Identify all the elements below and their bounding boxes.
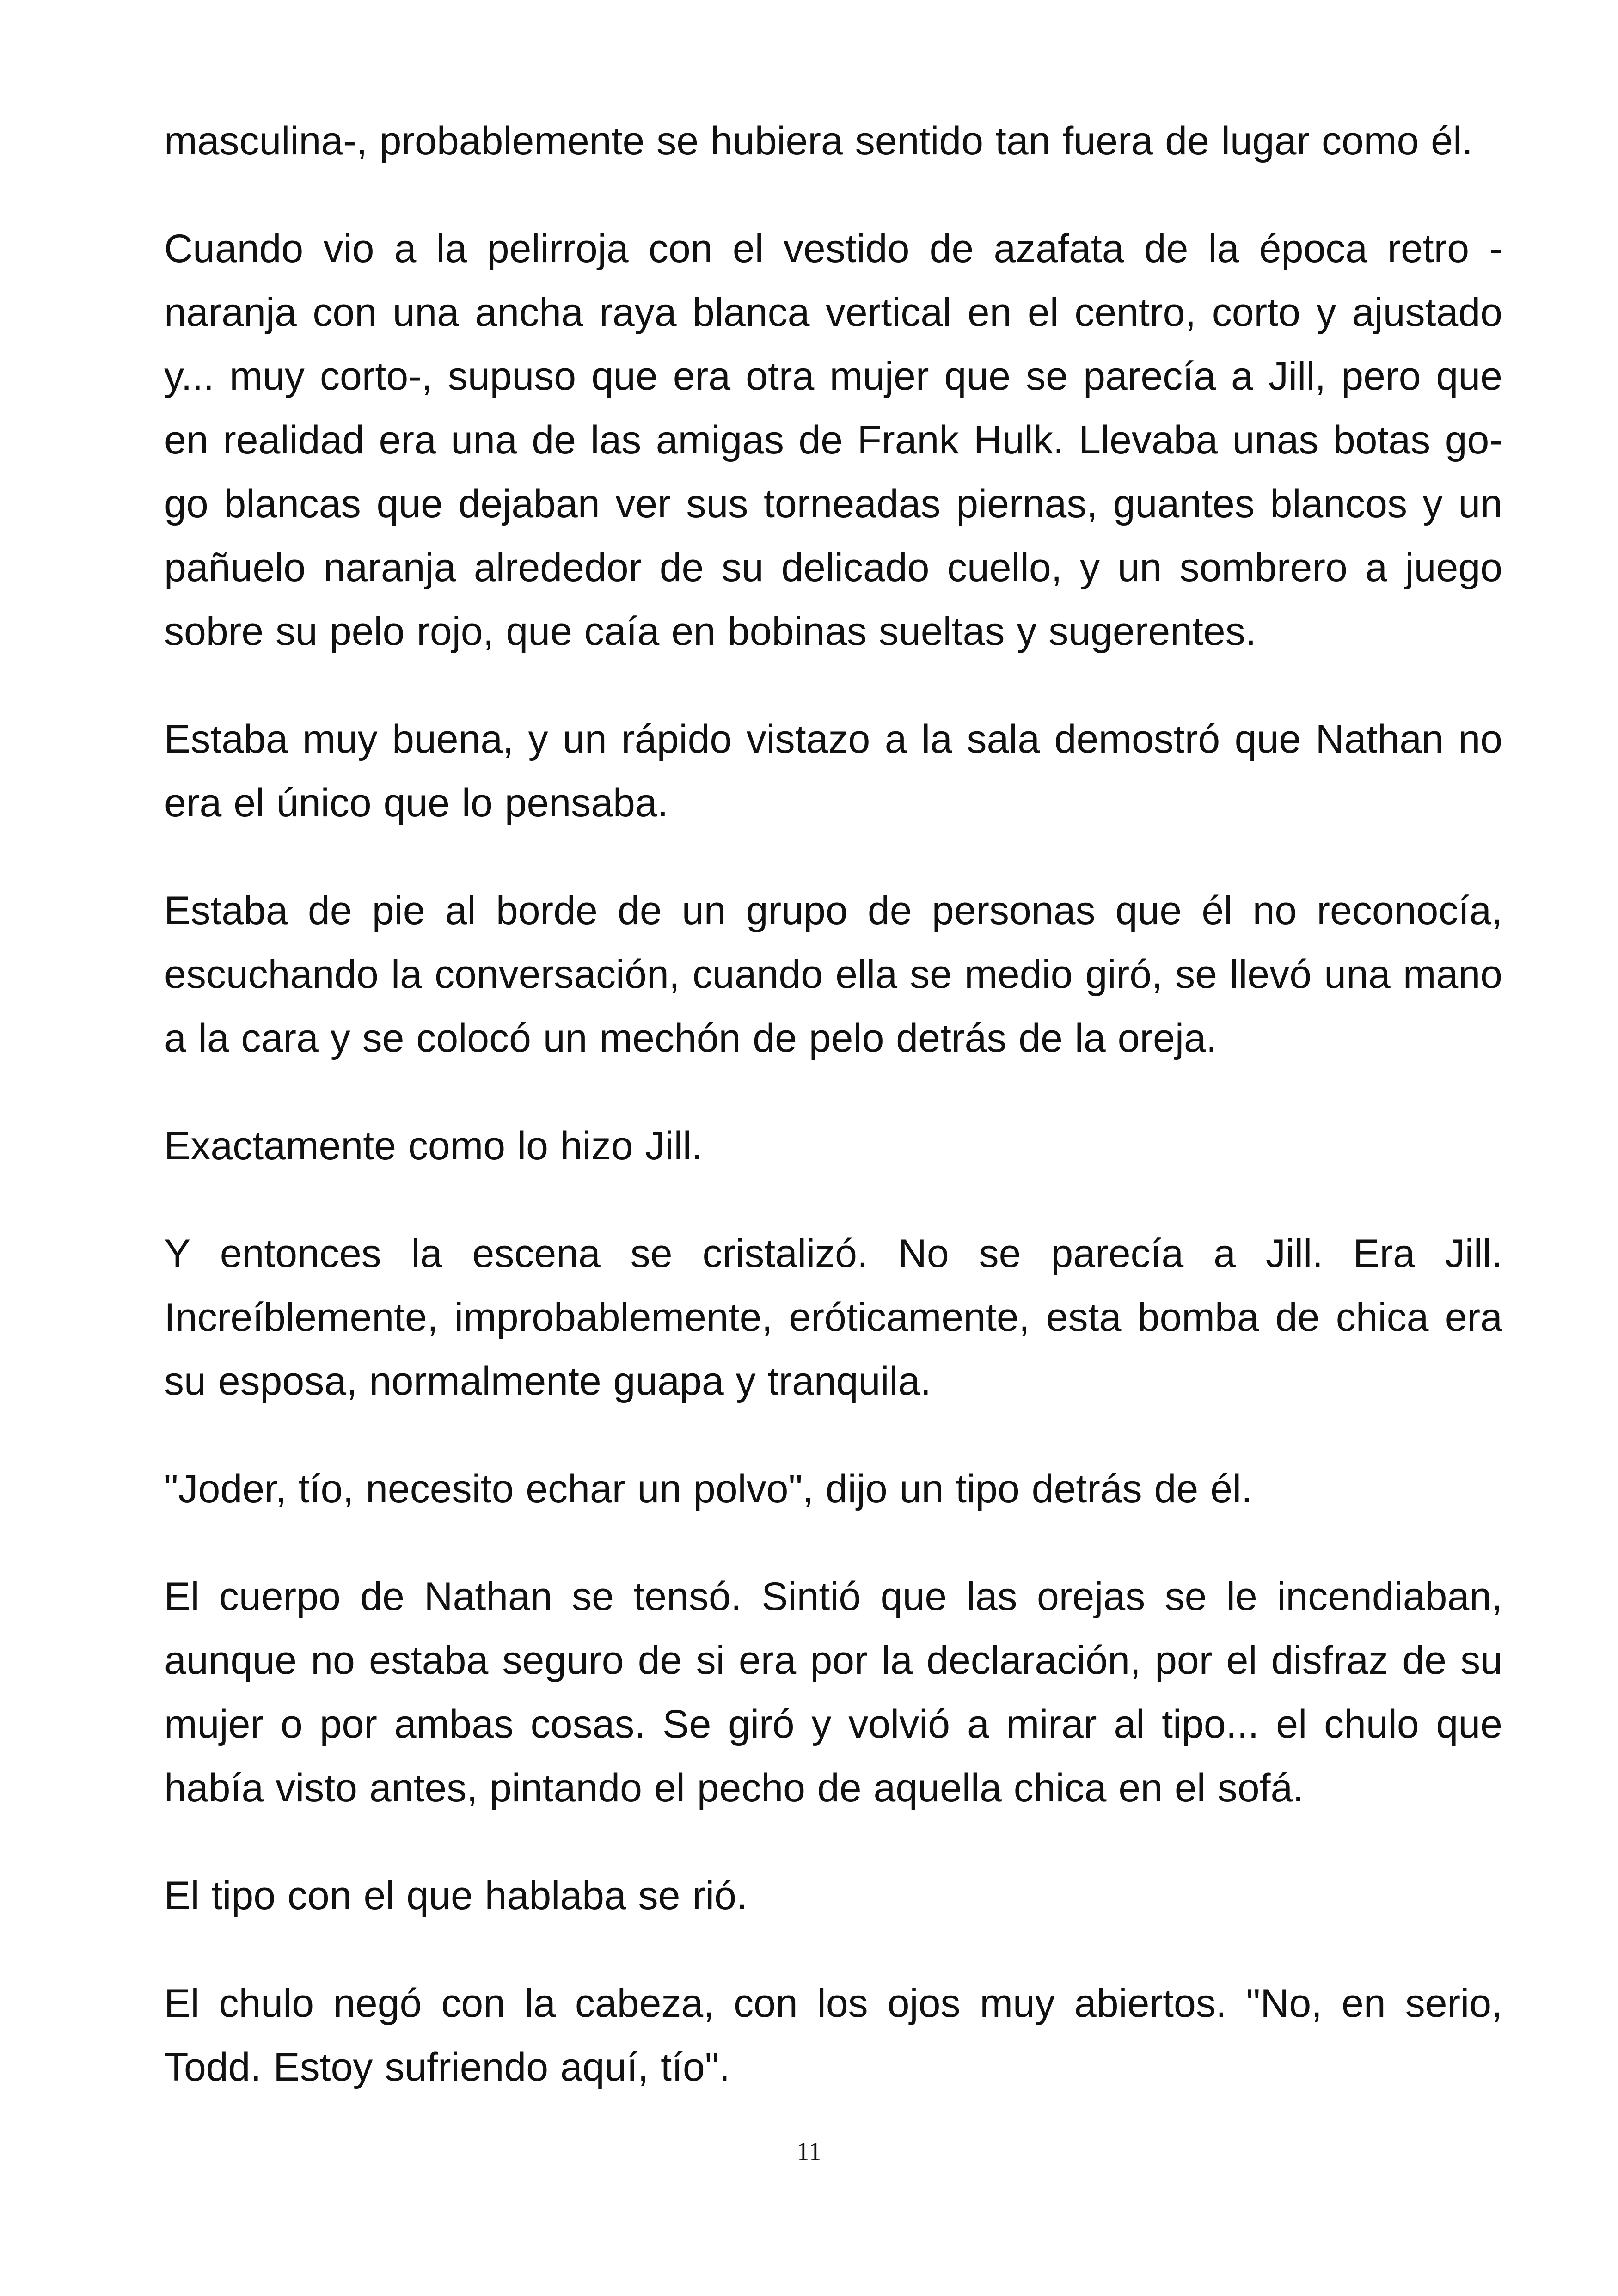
paragraph: El chulo negó con la cabeza, con los ojos muy abiertos. "No, en serio, Todd. Estoy sufriendo aquí, tío".	[164, 1981, 1502, 2089]
paragraph: Y entonces la escena se cristalizó. No se parecía a Jill. Era Jill. Increíblemente, improbablemente, eróticamente, esta bomba de chica era su esposa, normalmente guapa y tranquila.	[164, 1231, 1502, 1403]
paragraph: El cuerpo de Nathan se tensó. Sintió que las orejas se le incendiaban, aunque no estaba seguro de si era por la declaración, por el disfraz de su mujer o por ambas cosas. Se giró y volvió a mirar al tipo... el chulo que había visto antes, pintando el pecho de aquella chica en el sofá.	[164, 1574, 1502, 1810]
paragraph: Estaba muy buena, y un rápido vistazo a la sala demostró que Nathan no era el único que lo pensaba.	[164, 717, 1502, 825]
paragraph: Cuando vio a la pelirroja con el vestido de azafata de la época retro - naranja con una ancha raya blanca vertical en el centro, corto y ajustado y... muy corto-, supuso que era otra mujer que se parecía a Jill, pero que en realidad era una de las amigas de Frank Hulk. Llevaba unas botas go-go blancas que dejaban ver sus torneadas piernas, guantes blancos y un pañuelo naranja alrededor de su delicado cuello, y un sombrero a juego sobre su pelo rojo, que caía en bobinas sueltas y sugerentes.	[164, 227, 1502, 654]
paragraph: "Joder, tío, necesito echar un polvo", dijo un tipo detrás de él.	[164, 1467, 1252, 1511]
paragraph: masculina-, probablemente se hubiera sentido tan fuera de lugar como él.	[164, 119, 1473, 163]
page-number: 11	[797, 2137, 821, 2166]
paragraph: El tipo con el que hablaba se rió.	[164, 1874, 748, 1918]
paragraph: Estaba de pie al borde de un grupo de personas que él no reconocía, escuchando la conversación, cuando ella se medio giró, se llevó una mano a la cara y se colocó un mechón de pelo detrás de la oreja.	[164, 888, 1502, 1060]
body-text	[164, 109, 1502, 2143]
paragraph: Exactamente como lo hizo Jill.	[164, 1124, 703, 1168]
